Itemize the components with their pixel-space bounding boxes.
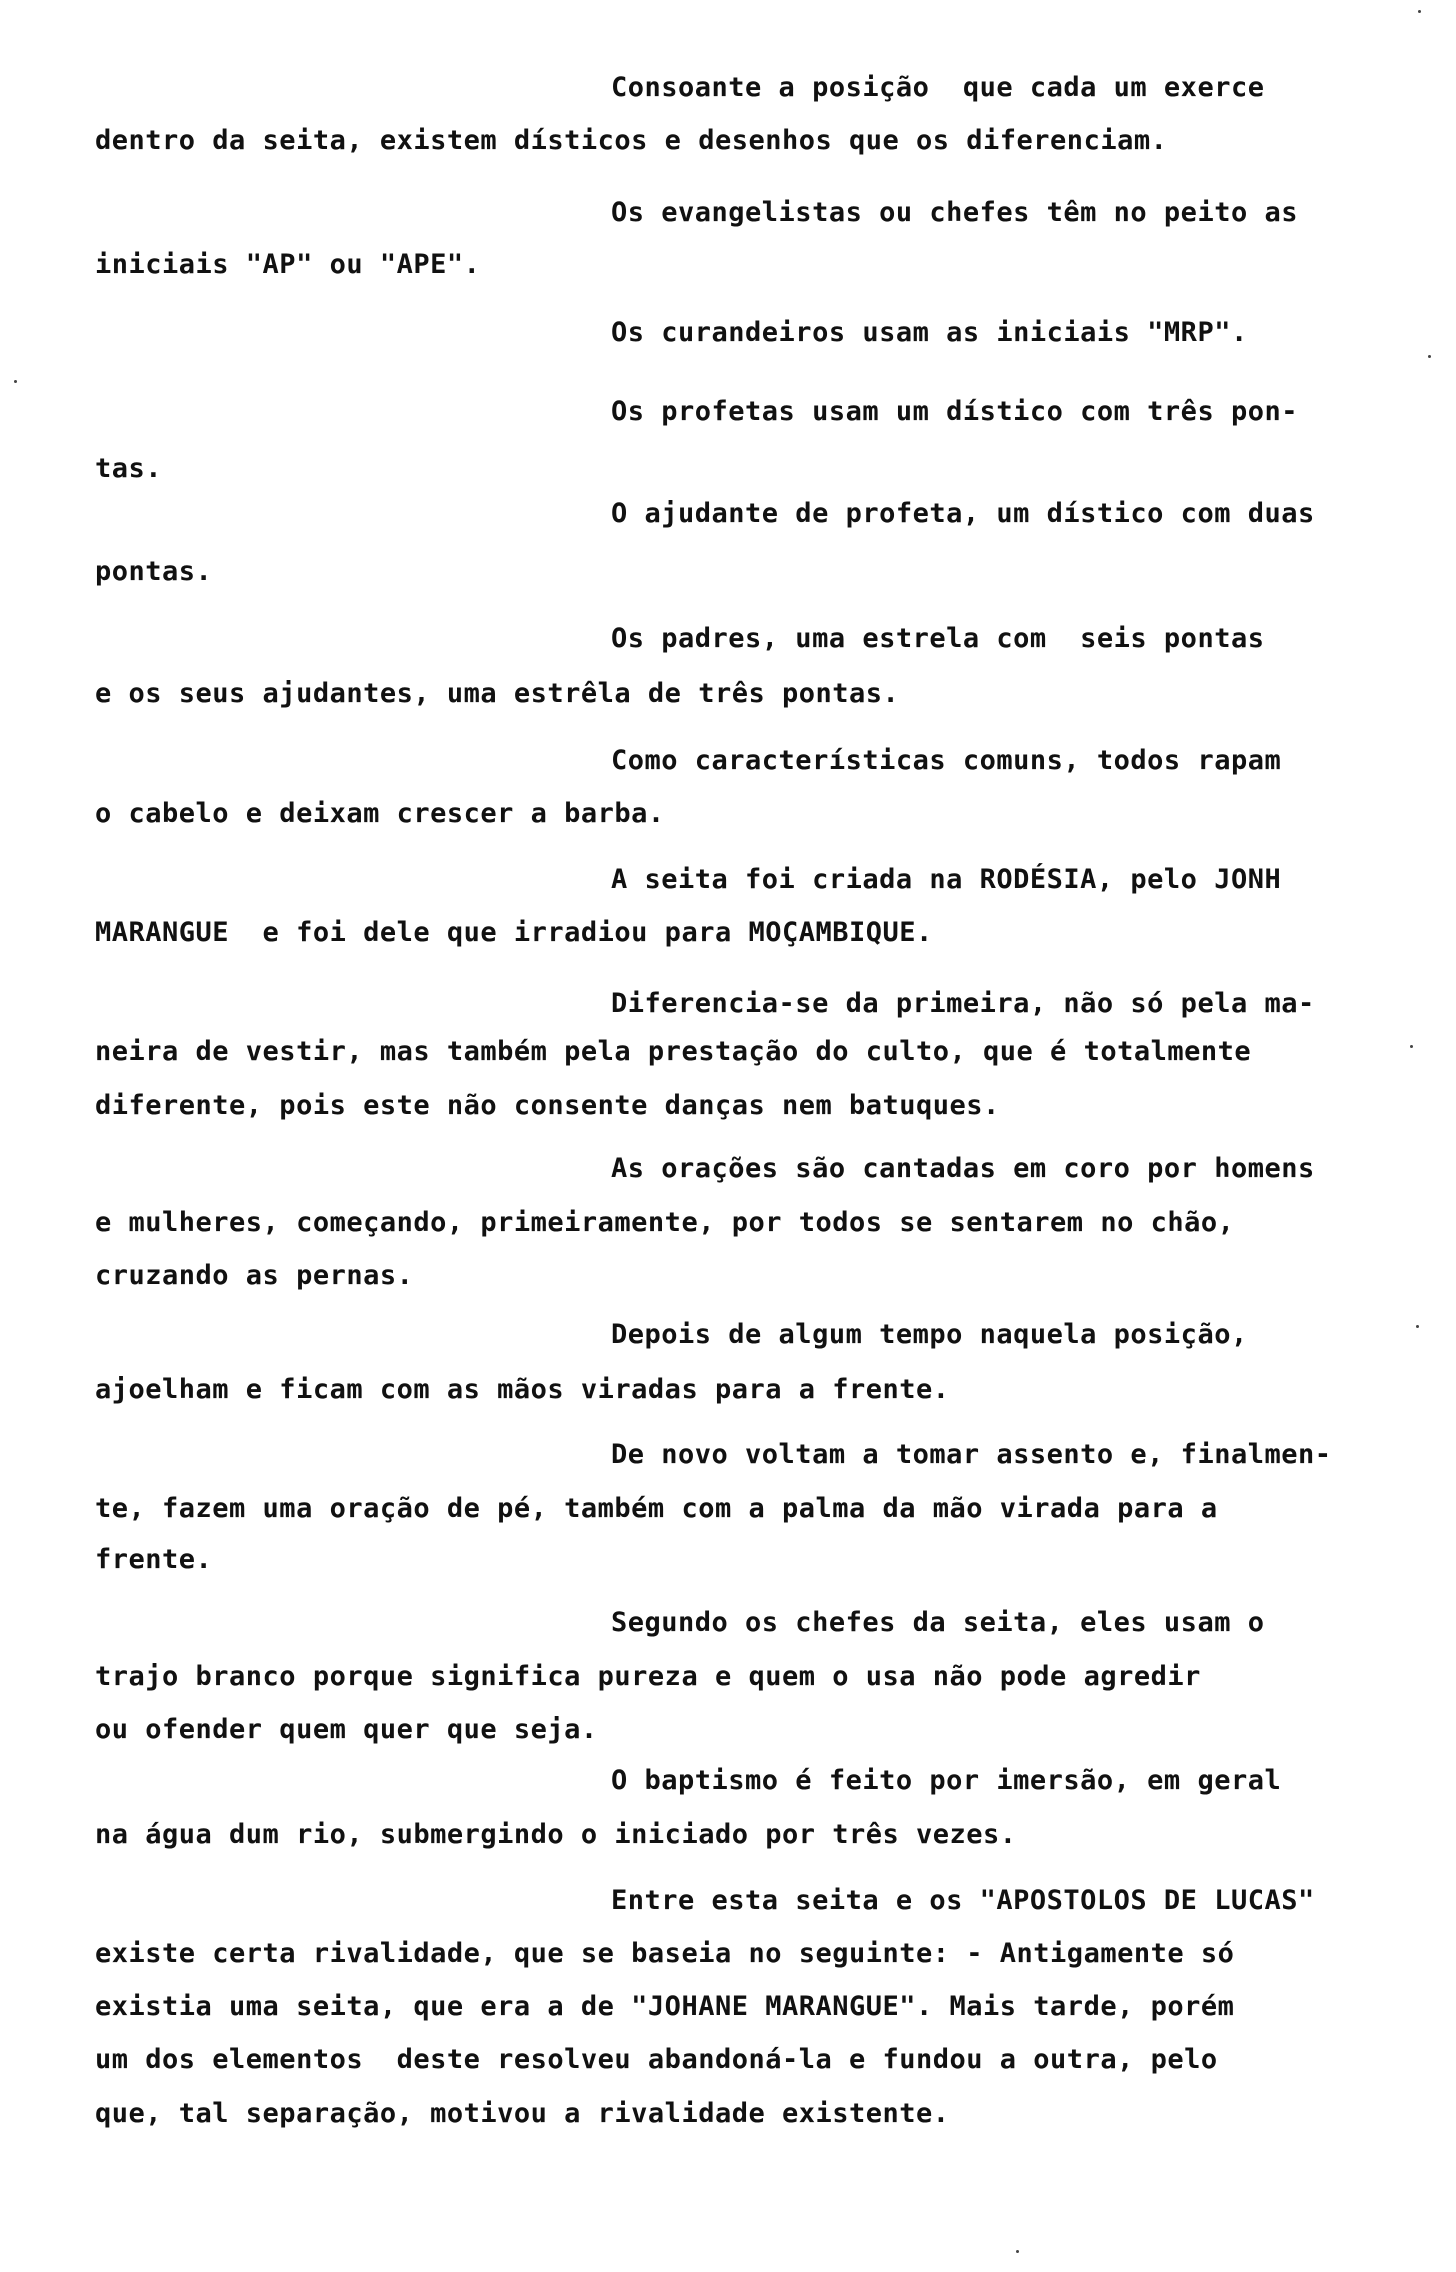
p8-line-2: MARANGUE e foi dele que irradiou para MOÇAMBIQUE. (95, 917, 933, 948)
scan-speck (1428, 355, 1431, 358)
p15-line-1: Entre esta seita e os "APOSTOLOS DE LUCAS" (611, 1885, 1315, 1916)
p4-line-2: tas. (95, 453, 163, 484)
p5-line-1: O ajudante de profeta, um dístico com duas (611, 498, 1315, 529)
p2-line-2: iniciais "AP" ou "APE". (95, 249, 481, 280)
p2-line-1: Os evangelistas ou chefes têm no peito as (611, 197, 1298, 228)
p9-line-3: diferente, pois este não consente danças nem batuques. (95, 1090, 1000, 1121)
p8-line-1: A seita foi criada na RODÉSIA, pelo JONH (611, 864, 1282, 895)
scan-speck (1418, 10, 1421, 13)
p15-line-2: existe certa rivalidade, que se baseia no seguinte: - Antigamente só (95, 1938, 1235, 1969)
p11-line-1: Depois de algum tempo naquela posição, (611, 1319, 1248, 1350)
p13-line-2: trajo branco porque significa pureza e quem o usa não pode agredir (95, 1661, 1201, 1692)
p7-line-2: o cabelo e deixam crescer a barba. (95, 798, 665, 829)
p14-line-1: O baptismo é feito por imersão, em geral (611, 1765, 1282, 1796)
p13-line-3: ou ofender quem quer que seja. (95, 1714, 598, 1745)
p9-line-1: Diferencia-se da primeira, não só pela ma- (611, 988, 1315, 1019)
p10-line-3: cruzando as pernas. (95, 1260, 414, 1291)
p15-line-5: que, tal separação, motivou a rivalidade existente. (95, 2098, 950, 2129)
p12-line-3: frente. (95, 1544, 213, 1575)
p10-line-2: e mulheres, começando, primeiramente, por todos se sentarem no chão, (95, 1207, 1235, 1238)
p6-line-1: Os padres, uma estrela com seis pontas (611, 623, 1265, 654)
scan-speck (14, 380, 17, 383)
scan-speck (1016, 2250, 1019, 2253)
p15-line-4: um dos elementos deste resolveu abandoná-la e fundou a outra, pelo (95, 2044, 1218, 2075)
p15-line-3: existia uma seita, que era a de "JOHANE MARANGUE". Mais tarde, porém (95, 1991, 1235, 2022)
p5-line-2: pontas. (95, 556, 213, 587)
p9-line-2: neira de vestir, mas também pela prestação do culto, que é totalmente (95, 1036, 1252, 1067)
p3-line-1: Os curandeiros usam as iniciais "MRP". (611, 317, 1248, 348)
p4-line-1: Os profetas usam um dístico com três pon- (611, 396, 1298, 427)
p1-line-1: Consoante a posição que cada um exerce (611, 72, 1265, 103)
scan-speck (1416, 1325, 1419, 1328)
p6-line-2: e os seus ajudantes, uma estrêla de três pontas. (95, 678, 900, 709)
p12-line-1: De novo voltam a tomar assento e, finalmen- (611, 1439, 1332, 1470)
scan-speck (1410, 1045, 1413, 1048)
p10-line-1: As orações são cantadas em coro por homens (611, 1153, 1315, 1184)
p7-line-1: Como características comuns, todos rapam (611, 745, 1282, 776)
p11-line-2: ajoelham e ficam com as mãos viradas para a frente. (95, 1374, 950, 1405)
p14-line-2: na água dum rio, submergindo o iniciado por três vezes. (95, 1819, 1017, 1850)
p12-line-2: te, fazem uma oração de pé, também com a palma da mão virada para a (95, 1493, 1218, 1524)
p1-line-2: dentro da seita, existem dísticos e desenhos que os diferenciam. (95, 125, 1168, 156)
p13-line-1: Segundo os chefes da seita, eles usam o (611, 1607, 1265, 1638)
